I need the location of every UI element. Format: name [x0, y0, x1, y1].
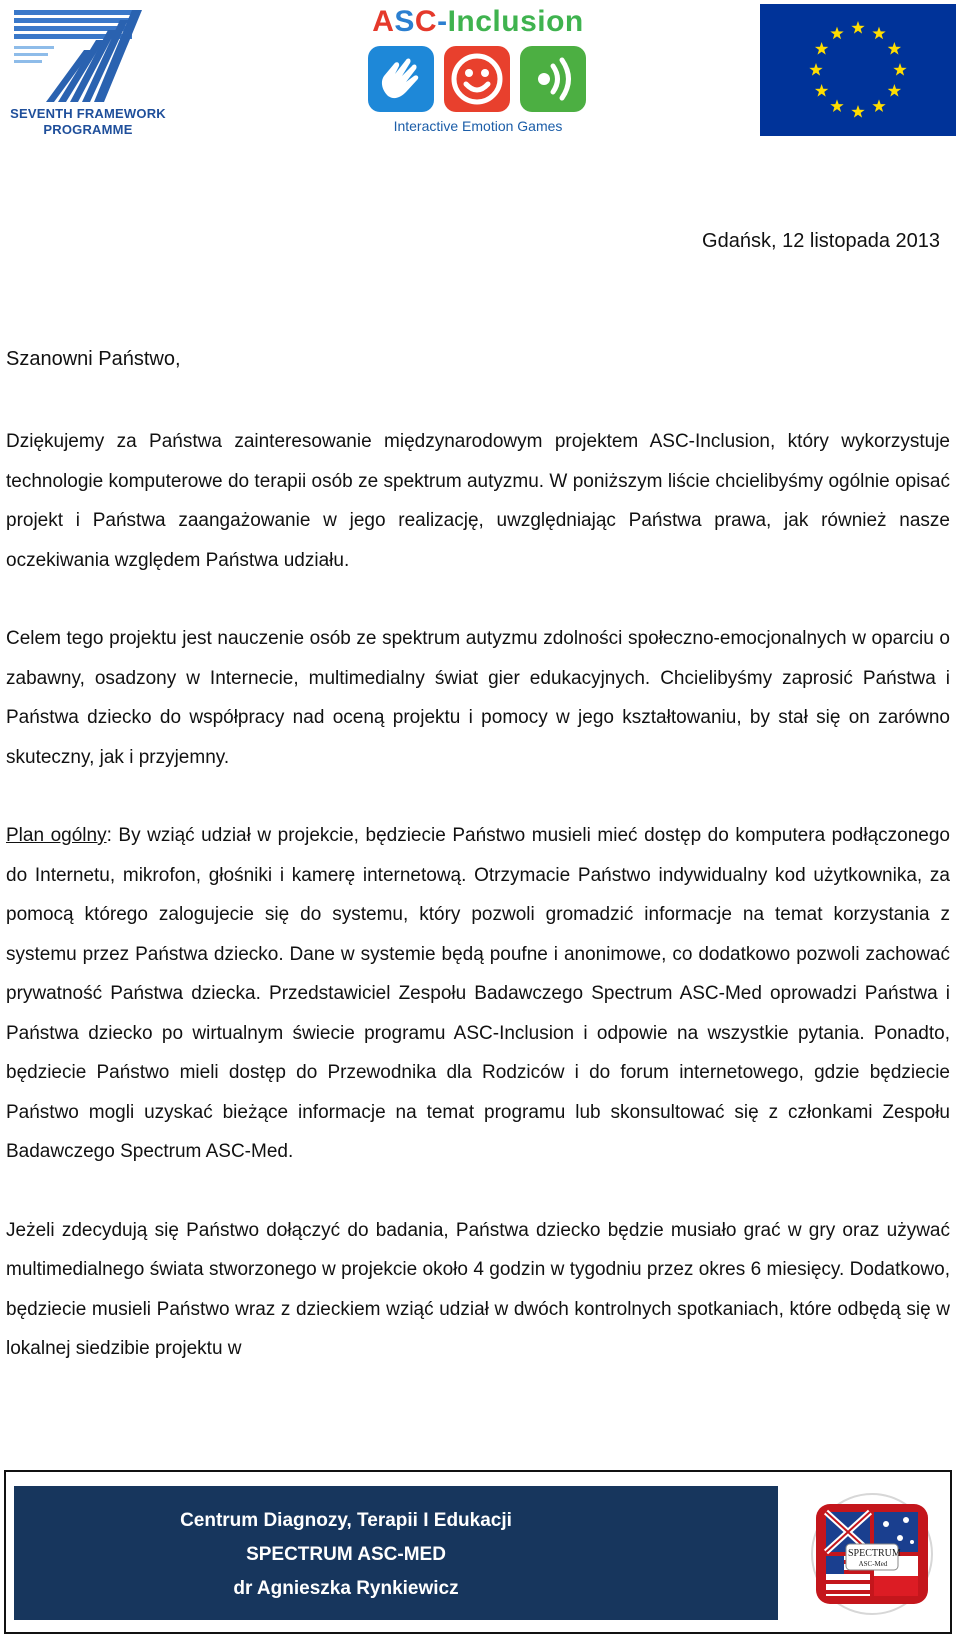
fp7-caption-line-2: PROGRAMME	[43, 122, 133, 137]
spectrum-logo-line-2: ASC-Med	[858, 1560, 888, 1568]
footer-line-center: Centrum Diagnozy, Terapii I Edukacji	[180, 1510, 512, 1531]
asc-logo-subtitle: Interactive Emotion Games	[393, 118, 563, 134]
fp7-logo	[8, 6, 168, 138]
eu-flag-icon	[760, 4, 956, 136]
paragraph-participation: Jeżeli zdecydują się Państwo dołączyć do badania, Państwa dziecko będzie musiało grać w gry oraz używać multimedialnego świata stworzonego w projekcie około 4 godzin w tygodniu przez okres 6 miesięcy. Dodatkowo, będziecie musieli Państwo wraz z dzieckiem wziąć udział w dwóch kontrolnych spotkaniach, które odbędą się w lokalnej siedzibie projektu w	[6, 1219, 950, 1359]
asc-inclusion-logo	[368, 4, 588, 138]
spectrum-logo-line-1: SPECTRUM	[848, 1548, 901, 1559]
paragraph-goal: Celem tego projektu jest nauczenie osób ze spektrum autyzmu zdolności społeczno-emocjonalnych w oparciu o zabawny, osadzony w Internecie, multimedialny świat gier edukacyjnych. Chcielibyśmy zaprosić Państwa i Państwa dziecko do współpracy nad oceną projektu i pomocy w jego kształtowaniu, by stał się on zarówno skuteczny, jak i przyjemny.	[6, 628, 950, 768]
asc-logo-title	[368, 4, 588, 40]
footer-band	[14, 1486, 778, 1620]
footer-text	[14, 1504, 778, 1606]
asc-title-c: C	[414, 5, 438, 38]
plan-text: : By wziąć udział w projekcie, będziecie Państwo musieli mieć dostęp do komputera podłączonego do Internetu, mikrofon, głośniki i kamerę internetową. Otrzymacie Państwo indywidualny kod użytkownika, za pomocą którego zalogujecie się do systemu, który pozwoli gromadzić informacje na temat korzystania z systemu przez Państwa dziecko. Dane w systemie będą poufne i anonimowe, co dodatkowo pozwoli zachować prywatność Państwa dziecka. Przedstawiciel Zespołu Badawczego Spectrum ASC-Med oprowadzi Państwa i Państwa dziecko po wirtualnym świecie programu ASC-Inclusion i odpowie na wszystkie pytania. Ponadto, będziecie Państwo mieli dostęp do Przewodnika dla Rodziców i do forum internetowego, gdzie będziecie Państwo mogli uzyskać bieżące informacje na temat programu lub skonsultować się z członkami Zespołu Badawczego Spectrum ASC-Med.	[6, 825, 951, 1162]
spectrum-logo-label	[848, 1548, 901, 1570]
footer-box	[4, 1470, 952, 1634]
asc-title-s: S	[394, 5, 415, 38]
spectrum-asc-med-logo	[802, 1490, 942, 1618]
letter-salutation: Szanowni Państwo,	[6, 348, 181, 370]
asc-title-inclusion: Inclusion	[447, 5, 584, 38]
paragraph-plan	[6, 816, 950, 1172]
fp7-caption-line-1: SEVENTH FRAMEWORK	[10, 106, 166, 121]
paragraph-intro: Dziękujemy za Państwa zainteresowanie międzynarodowym projektem ASC-Inclusion, który wykorzystuje technologie komputerowe do terapii osób ze spektrum autyzmu. W poniższym liście chcielibyśmy ogólnie opisać projekt i Państwa zaangażowanie w jego realizację, uwzględniając Państwa prawa, jak również nasze oczekiwania względem Państwa udziału.	[6, 431, 950, 571]
asc-title-dash: -	[437, 5, 448, 38]
smiley-face-icon	[444, 46, 510, 112]
voice-sound-icon	[520, 46, 586, 112]
letter-body	[6, 422, 950, 1408]
fp7-emblem-icon	[8, 6, 168, 106]
letter-date: Gdańsk, 12 listopada 2013	[702, 230, 940, 252]
footer-line-doctor: dr Agnieszka Rynkiewicz	[233, 1578, 459, 1599]
asc-title-a: A	[372, 5, 395, 38]
footer-line-spectrum: SPECTRUM ASC-MED	[246, 1544, 446, 1565]
eu-flag-logo	[760, 4, 956, 136]
hand-gesture-icon	[368, 46, 434, 112]
plan-label: Plan ogólny	[6, 825, 107, 846]
